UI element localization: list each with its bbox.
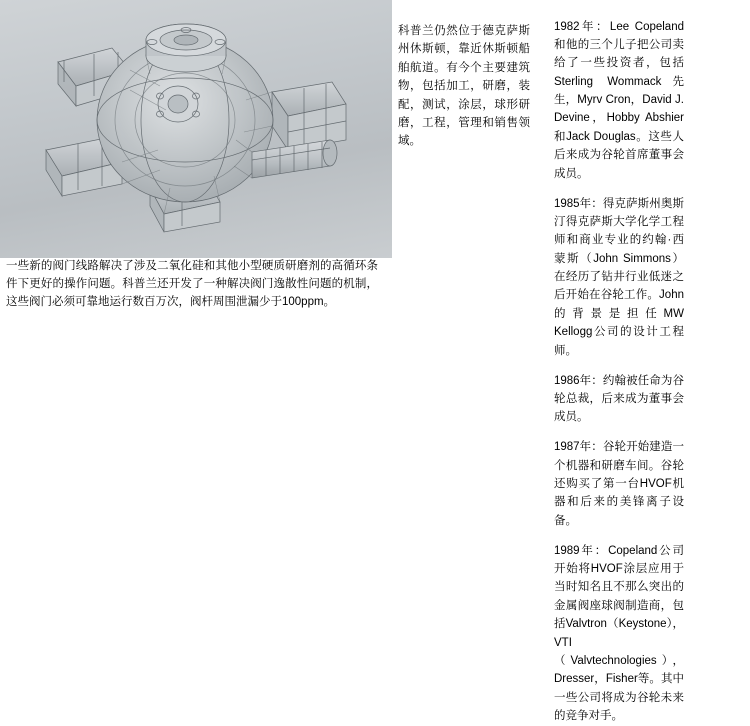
timeline-entry: 1987年：谷轮开始建造一个机器和研磨车间。谷轮还购买了第一台HVOF机器和后来的美锋离子设备。	[554, 441, 684, 527]
cad-wireframe-figure	[0, 0, 392, 258]
left-column	[0, 0, 392, 413]
timeline-entry: 1986年：约翰被任命为谷轮总裁，后来成为董事会成员。	[554, 374, 684, 424]
timeline-entry: 1982年：Lee Copeland和他的三个儿子把公司卖给了一些投资者，包括Sterling Wommack先生，Myrv Cron，David J. Devine，Hobby Abshier和Jack Douglas。这些人后来成为谷轮首席董事会成员。	[554, 20, 684, 180]
figure-caption: 一些新的阀门线路解决了涉及二氧化硅和其他小型硬质研磨剂的高循环条件下更好的操作问题。科普兰还开发了一种解决阀门逸散性问题的机制，这些阀门必须可靠地运行数百万次，阀杆周围泄漏少于100ppm。	[6, 260, 378, 308]
timeline-column	[554, 6, 684, 726]
timeline-entry: 1989年：Copeland公司开始将HVOF涂层应用于当时知名且不那么突出的金属阀座球阀制造商，包括Valvtron（Keystone），VTI（Valvtechnologies），Dresser，Fisher等。其中一些公司将成为谷轮未来的竞争对手。	[554, 544, 684, 723]
middle-column-text: 科普兰仍然位于德克萨斯州休斯顿，靠近休斯顿船舶航道。有今个主要建筑物，包括加工，研磨，装配，测试，涂层，球形研磨，工程，管理和销售领域。	[398, 25, 530, 148]
cad-wireframe-drawing	[0, 0, 392, 258]
timeline-entry: 1985年：得克萨斯州奥斯汀得克萨斯大学化学工程师和商业专业的约翰·西蒙斯（John Simmons）在经历了钻井行业低迷之后开始在谷轮工作。John的背景是担任MW Kellogg公司的设计工程师。	[554, 197, 684, 357]
